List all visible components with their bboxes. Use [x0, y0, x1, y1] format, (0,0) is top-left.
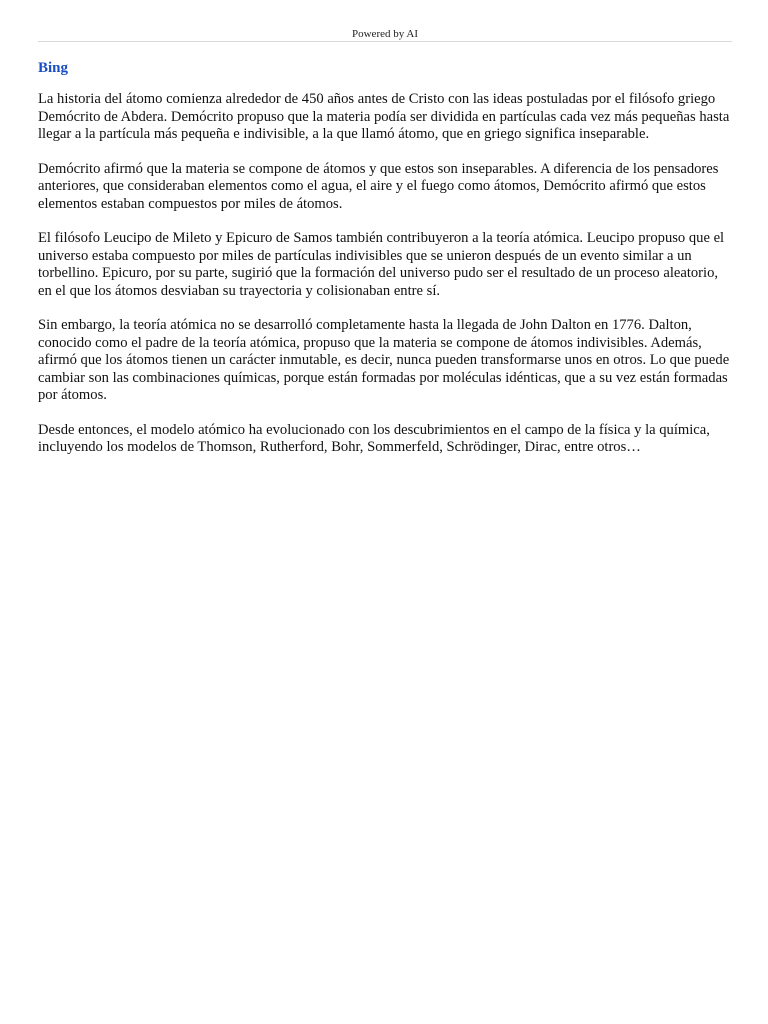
paragraph-5: Desde entonces, el modelo atómico ha evolucionado con los descubrimientos en el campo de la física y la química, incluyendo los modelos de Thomson, Rutherford, Bohr, Sommerfeld, Schrödinger, Dirac, entre otros…: [38, 421, 710, 455]
paragraph-4: Sin embargo, la teoría atómica no se desarrolló completamente hasta la llegada de John Dalton en 1776. Dalton, conocido como el padre de la teoría atómica, propuso que la materia se compone de átomos indivisibles. Además, afirmó que los átomos tienen un carácter inmutable, es decir, nunca pueden transformarse unos en otros. Lo que puede cambiar son las combinaciones químicas, porque están formadas por moléculas idénticas, que a su vez están formadas por átomos.: [38, 317, 730, 403]
paragraph-1: La historia del átomo comienza alrededor de 450 años antes de Cristo con las ideas postuladas por el filósofo griego Demócrito de Abdera. Demócrito propuso que la materia podía ser dividida en partículas cada vez más pequeñas hasta llegar a la partícula más pequeña e indivisible, a la que llamó átomo, que en griego significa inseparable.: [38, 91, 730, 142]
paragraph-2: Demócrito afirmó que la materia se compone de átomos y que estos son inseparables. A diferencia de los pensadores anteriores, que consideraban elementos como el agua, el aire y el fuego como átomos, Demócrito afirmó que estos elementos estaban compuestos por miles de átomos.: [38, 160, 719, 212]
header-divider: [38, 41, 732, 42]
source-title: Bing: [38, 60, 69, 76]
document-body: [38, 58, 732, 474]
paragraph-3: El filósofo Leucipo de Mileto y Epicuro de Samos también contribuyeron a la teoría atómica. Leucipo propuso que el universo estaba compuesto por miles de partículas indivisibles que se unieron después de un evento similar a un torbellino. Epicuro, por su parte, sugirió que la formación del universo pudo ser el resultado de un proceso aleatorio, en el que los átomos desviaban su trayectoria y colisionaban entre sí.: [38, 230, 725, 299]
powered-by-label: Powered by AI: [352, 28, 418, 40]
